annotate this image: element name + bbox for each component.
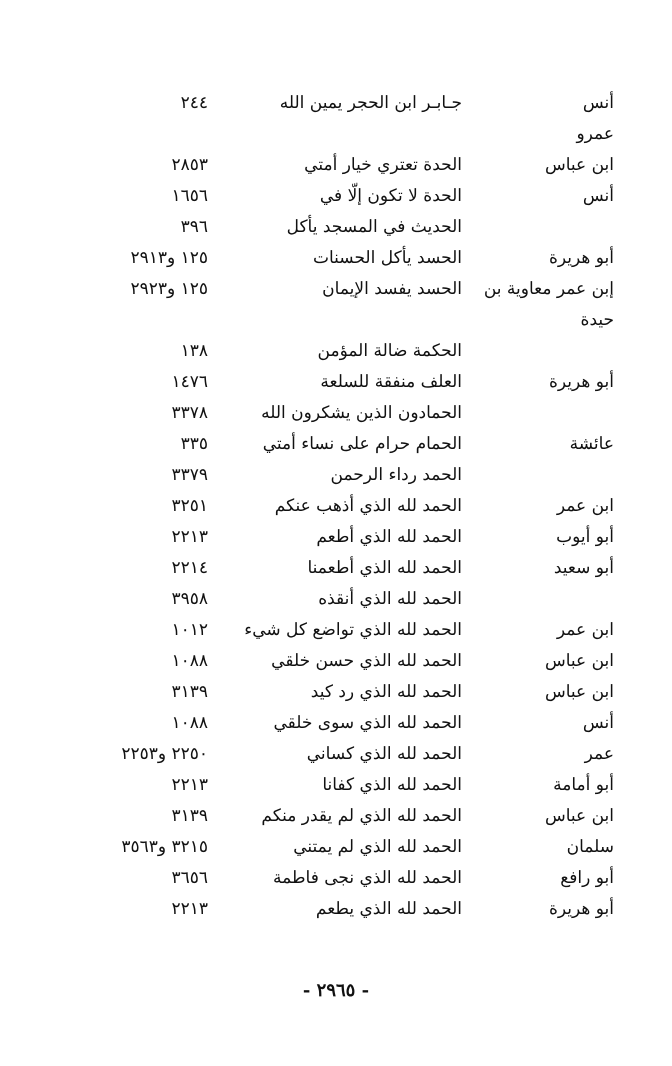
index-row: [0, 801, 672, 832]
reference-number: ١٦٥٦: [171, 186, 208, 206]
index-row: [0, 553, 672, 584]
reference-number: ٣١٣٩: [171, 806, 208, 826]
index-row: [0, 832, 672, 863]
index-row: [0, 150, 672, 181]
narrator-name: أبو هريرة: [548, 372, 614, 392]
narrator-name: عائشة: [569, 434, 614, 454]
index-row: [0, 894, 672, 925]
narrator-name: أنس: [582, 93, 614, 113]
hadith-text: الحمد لله الذي نجى فاطمة: [273, 868, 462, 888]
narrator-name: أبو رافع: [560, 868, 614, 888]
hadith-text: الحمد لله الذي أنقذه: [318, 589, 462, 609]
narrator-name: سلمان: [566, 837, 614, 857]
hadith-text: الحمد لله الذي يطعم: [315, 899, 462, 919]
reference-number: ٣٢١٥ و٣٥٦٣: [121, 837, 208, 857]
reference-number: ١٠٨٨: [171, 713, 208, 733]
reference-number: ٣٢٥١: [171, 496, 208, 516]
reference-number: ٢٢٥٠ و٢٢٥٣: [121, 744, 208, 764]
reference-number: ٢٢١٤: [171, 558, 208, 578]
narrator-name: أبو سعيد: [553, 558, 614, 578]
reference-number: ٢٢١٣: [171, 899, 208, 919]
reference-number: ٣٩٦: [180, 217, 208, 237]
narrator-name: ابن عمر: [556, 496, 614, 516]
reference-number: ١٢٥ و٢٩٢٣: [130, 279, 208, 299]
narrator-name: أنس: [582, 713, 614, 733]
hadith-text: الحسد يفسد الإيمان: [322, 279, 462, 299]
reference-number: ٣٦٥٦: [171, 868, 208, 888]
index-row: [0, 739, 672, 770]
reference-number: ١٤٧٦: [171, 372, 208, 392]
hadith-text: الحمد لله الذي كساني: [306, 744, 462, 764]
hadith-text: الحمد لله الذي حسن خلقي: [271, 651, 462, 671]
hadith-text: جـابـر ابن الحجر يمين الله: [279, 93, 462, 113]
hadith-text: الحمد لله الذي أطعمنا: [307, 558, 462, 578]
hadith-text: الحمد لله الذي تواضع كل شيء: [244, 620, 462, 640]
hadith-text: الحمد لله الذي أذهب عنكم: [274, 496, 462, 516]
hadith-text: الحدة لا تكون إلّا في: [319, 186, 462, 206]
narrator-name: إبن عمر معاوية بن: [483, 279, 614, 299]
narrator-name: أبو هريرة: [548, 248, 614, 268]
reference-number: ١٣٨: [180, 341, 208, 361]
index-row: [0, 181, 672, 212]
hadith-text: الحسد يأكل الحسنات: [312, 248, 462, 268]
index-row: [0, 119, 672, 150]
index-row: [0, 460, 672, 491]
reference-number: ٣٣٧٩: [171, 465, 208, 485]
reference-number: ٢٢١٣: [171, 775, 208, 795]
hadith-text: الحكمة ضالة المؤمن: [317, 341, 462, 361]
index-list: [0, 88, 672, 925]
reference-number: ٣٣٥: [180, 434, 208, 454]
index-row: [0, 615, 672, 646]
reference-number: ٢٤٤: [180, 93, 208, 113]
reference-number: ٢٢١٣: [171, 527, 208, 547]
page-number: - ٢٩٦٥ -: [302, 980, 370, 1001]
index-row: [0, 398, 672, 429]
index-row: [0, 243, 672, 274]
hadith-text: الحمام حرام على نساء أمتي: [262, 434, 462, 454]
hadith-text: الحمد لله الذي كفانا: [322, 775, 462, 795]
hadith-text: الحمد لله الذي لم يقدر منكم: [261, 806, 462, 826]
index-row: [0, 863, 672, 894]
index-row: [0, 367, 672, 398]
narrator-name: ابن عباس: [544, 651, 614, 671]
narrator-name: ابن عباس: [544, 682, 614, 702]
index-row: [0, 305, 672, 336]
index-row: [0, 88, 672, 119]
hadith-text: العلف منفقة للسلعة: [320, 372, 462, 392]
index-row: [0, 584, 672, 615]
reference-number: ٢٨٥٣: [171, 155, 208, 175]
narrator-name: عمر: [584, 744, 614, 764]
narrator-name: أبو أيوب: [556, 527, 614, 547]
index-row: [0, 646, 672, 677]
narrator-name: حيدة: [580, 310, 614, 330]
hadith-text: الحدة تعتري خيار أمتي: [304, 155, 462, 175]
hadith-text: الحديث في المسجد يأكل: [286, 217, 462, 237]
narrator-name: أبو أمامة: [553, 775, 614, 795]
index-row: [0, 708, 672, 739]
narrator-name: ابن عباس: [544, 155, 614, 175]
narrator-name: ابن عمر: [556, 620, 614, 640]
narrator-name: عمرو: [576, 124, 614, 144]
reference-number: ٣١٣٩: [171, 682, 208, 702]
narrator-name: أبو هريرة: [548, 899, 614, 919]
index-row: [0, 212, 672, 243]
hadith-text: الحمد رداء الرحمن: [330, 465, 462, 485]
index-row: [0, 677, 672, 708]
index-row: [0, 522, 672, 553]
hadith-text: الحمد لله الذي أطعم: [316, 527, 462, 547]
hadith-text: الحمد لله الذي رد كيد: [310, 682, 462, 702]
index-row: [0, 336, 672, 367]
hadith-text: الحمد لله الذي سوى خلقي: [273, 713, 462, 733]
narrator-name: ابن عباس: [544, 806, 614, 826]
hadith-text: الحمادون الذين يشكرون الله: [261, 403, 462, 423]
index-row: [0, 429, 672, 460]
reference-number: ٣٣٧٨: [171, 403, 208, 423]
reference-number: ٣٩٥٨: [171, 589, 208, 609]
reference-number: ١٠١٢: [171, 620, 208, 640]
reference-number: ١٠٨٨: [171, 651, 208, 671]
index-row: [0, 491, 672, 522]
index-row: [0, 274, 672, 305]
reference-number: ١٢٥ و٢٩١٣: [130, 248, 208, 268]
narrator-name: أنس: [582, 186, 614, 206]
index-row: [0, 770, 672, 801]
hadith-text: الحمد لله الذي لم يمتني: [293, 837, 462, 857]
